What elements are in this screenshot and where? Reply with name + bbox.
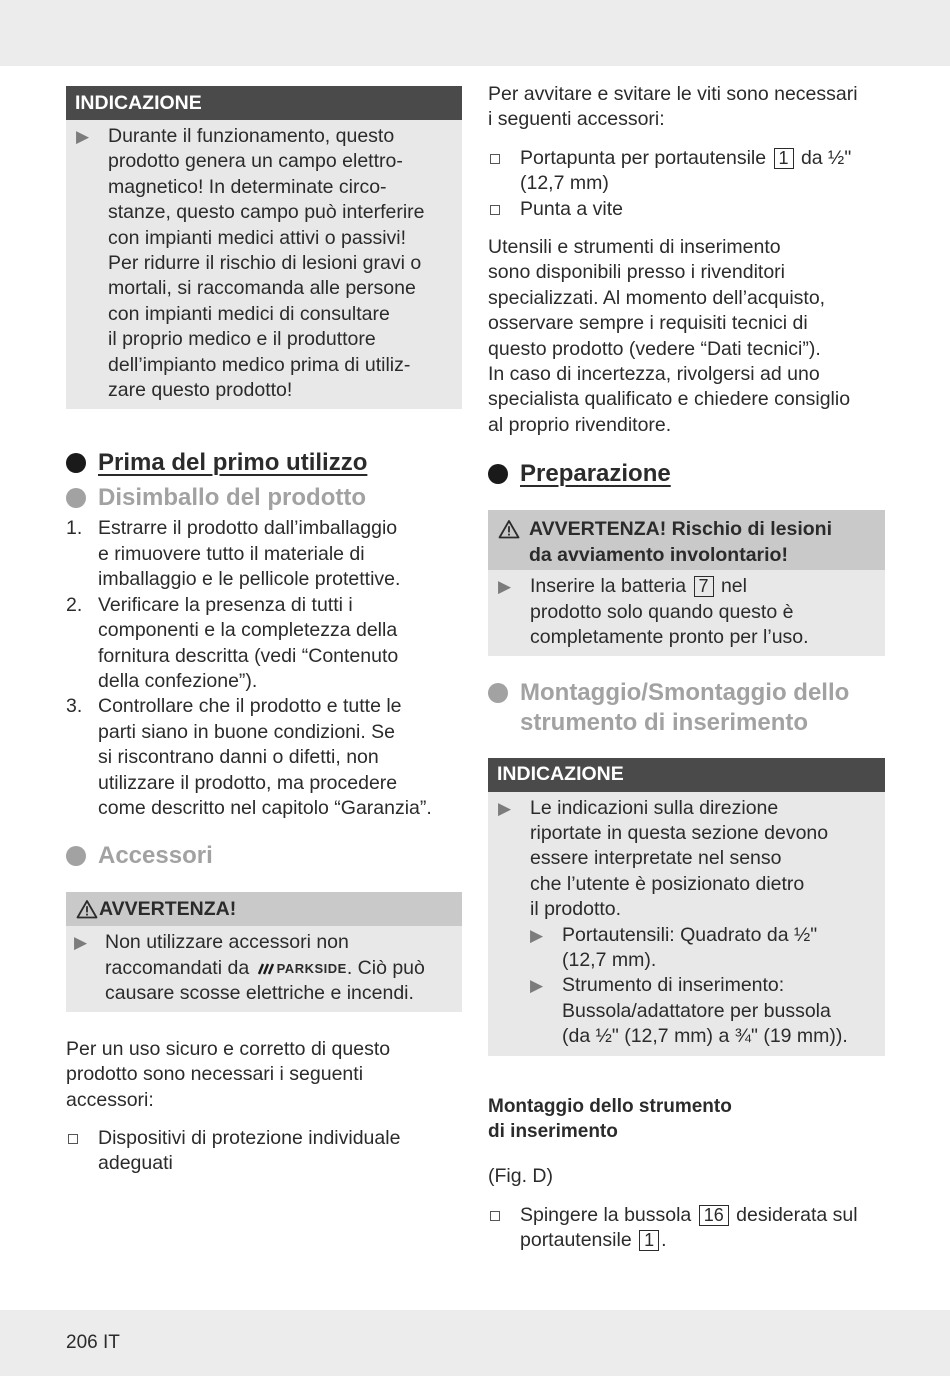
list-item: 2. Verificare la presenza di tutti i componenti e la completezza della fornitura descritta (vedi “Contenuto della confezione”). xyxy=(66,593,399,692)
warning-icon xyxy=(497,519,521,539)
checkbox-icon xyxy=(488,197,520,222)
arrow-icon: ▶ xyxy=(530,925,544,945)
arrow-icon: ▶ xyxy=(76,127,90,146)
left-column xyxy=(66,86,462,1177)
steps-list xyxy=(66,516,462,821)
list-item: 3. Controllare che il prodotto e tutte le parti siano in buone condizioni. Se si riscontrano danni o difetti, non utilizzare il prodotto, ma procedere come descritto nel capitolo “Garanzia”. xyxy=(66,695,432,819)
subsection-heading: Montaggio/Smontaggio dello strumento di inserimento xyxy=(488,678,885,738)
arrow-icon: ▶ xyxy=(74,933,88,953)
checklist-item: Dispositivi di protezione individuale adeguati xyxy=(66,1126,462,1177)
bullet-icon xyxy=(66,846,86,866)
subsection-heading: Accessori xyxy=(66,841,462,871)
checklist-item: Portapunta per portautensile 1 da ½" (12,7 mm) xyxy=(488,146,885,197)
bullet-icon xyxy=(488,683,508,703)
subsection-heading: Disimballo del prodotto xyxy=(66,483,462,513)
checkbox-icon xyxy=(66,1126,98,1177)
section-heading: Prima del primo utilizzo xyxy=(66,449,462,477)
checklist-item: Spingere la bussola 16 desiderata sul portautensile 1 . xyxy=(488,1203,885,1254)
paragraph: Per avvitare e svitare le viti sono necessari i seguenti accessori: xyxy=(488,83,858,131)
checkbox-icon xyxy=(488,146,520,197)
note-box: INDICAZIONE ▶ Le indicazioni sulla direzione riportate in questa sezione devono essere interpretate nel senso che l’utente è posizionato dietro il prodotto. ▶ Portautensili: Quadrato da ½" (12,7 mm). ▶ Strumento di inserimento: Bussola/adattatore per bussola (da ½" (12,7 mm) a ¾" (19 mm)). xyxy=(488,758,885,1056)
list-item: 1. Estrarre il prodotto dall’imballaggio e rimuovere tutto il materiale di imballaggio e le pellicole protettive. xyxy=(66,517,401,591)
header-band xyxy=(0,0,950,66)
note-box xyxy=(66,86,462,409)
part-number: 16 xyxy=(699,1205,729,1226)
logo-stripes-icon xyxy=(255,963,277,975)
arrow-icon: ▶ xyxy=(498,798,512,818)
note-text: Le indicazioni sulla direzione riportate in questa sezione devono essere interpretate nel senso che l’utente è posizionato dietro il prodotto. xyxy=(530,796,829,921)
part-number: 1 xyxy=(774,148,794,169)
paragraph: Per un uso sicuro e corretto di questo prodotto sono necessari i seguenti accessori: xyxy=(66,1037,391,1111)
bullet-icon xyxy=(66,488,86,508)
checklist-item: Punta a vite xyxy=(488,197,885,222)
parkside-logo: PARKSIDE xyxy=(255,956,347,981)
part-number: 1 xyxy=(639,1230,659,1251)
checkbox-icon xyxy=(488,1203,520,1254)
note-header: INDICAZIONE xyxy=(66,86,462,120)
warning-header: AVVERTENZA! xyxy=(66,892,462,926)
checklist xyxy=(488,146,885,222)
right-column xyxy=(488,82,885,1254)
bullet-icon xyxy=(488,464,508,484)
warning-text: Inserire la batteria 7 nel prodotto solo quando questo è completamente pronto per l’uso. xyxy=(530,575,809,649)
footer-band xyxy=(0,1310,950,1376)
figure-reference: (Fig. D) xyxy=(488,1165,553,1188)
subheading: Montaggio dello strumento di inserimento xyxy=(488,1095,732,1142)
section-heading: Preparazione xyxy=(488,460,885,488)
warning-text: Non utilizzare accessori non raccomandati da PARKSIDE . Ciò può causare scosse elettriche e incendi. xyxy=(105,931,425,1005)
note-text: Durante il funzionamento, questo prodotto genera un campo elettro- magnetico! In determinate circo- stanze, questo campo può interferire con impianti medici attivi o passivi! Per ridurre il rischio di lesioni gravi o mortali, si raccomanda alle persone con impianti medici di consultare il proprio medico e il produttore dell’impianto medico prima di utiliz- zare questo prodotto! xyxy=(108,125,425,402)
arrow-icon: ▶ xyxy=(498,577,512,597)
bullet-icon xyxy=(66,453,86,473)
warning-box xyxy=(66,892,462,1011)
page-number: 206 IT xyxy=(66,1332,120,1353)
note-header: INDICAZIONE xyxy=(488,758,885,792)
paragraph: Utensili e strumenti di inserimento sono disponibili presso i rivenditori specializzati. Al momento dell’acquisto, osservare sempre i requisiti tecnici di questo prodotto (vedere “Dati tecnici”). In caso di incertezza, rivolgersi ad uno specialista qualificato e chiedere consiglio al proprio rivenditore. xyxy=(488,236,851,436)
arrow-icon: ▶ xyxy=(530,976,544,996)
warning-box xyxy=(488,510,885,655)
warning-icon xyxy=(75,899,99,919)
part-number: 7 xyxy=(694,576,714,597)
warning-header: AVVERTENZA! Rischio di lesioni da avviamento involontario! xyxy=(488,510,885,570)
